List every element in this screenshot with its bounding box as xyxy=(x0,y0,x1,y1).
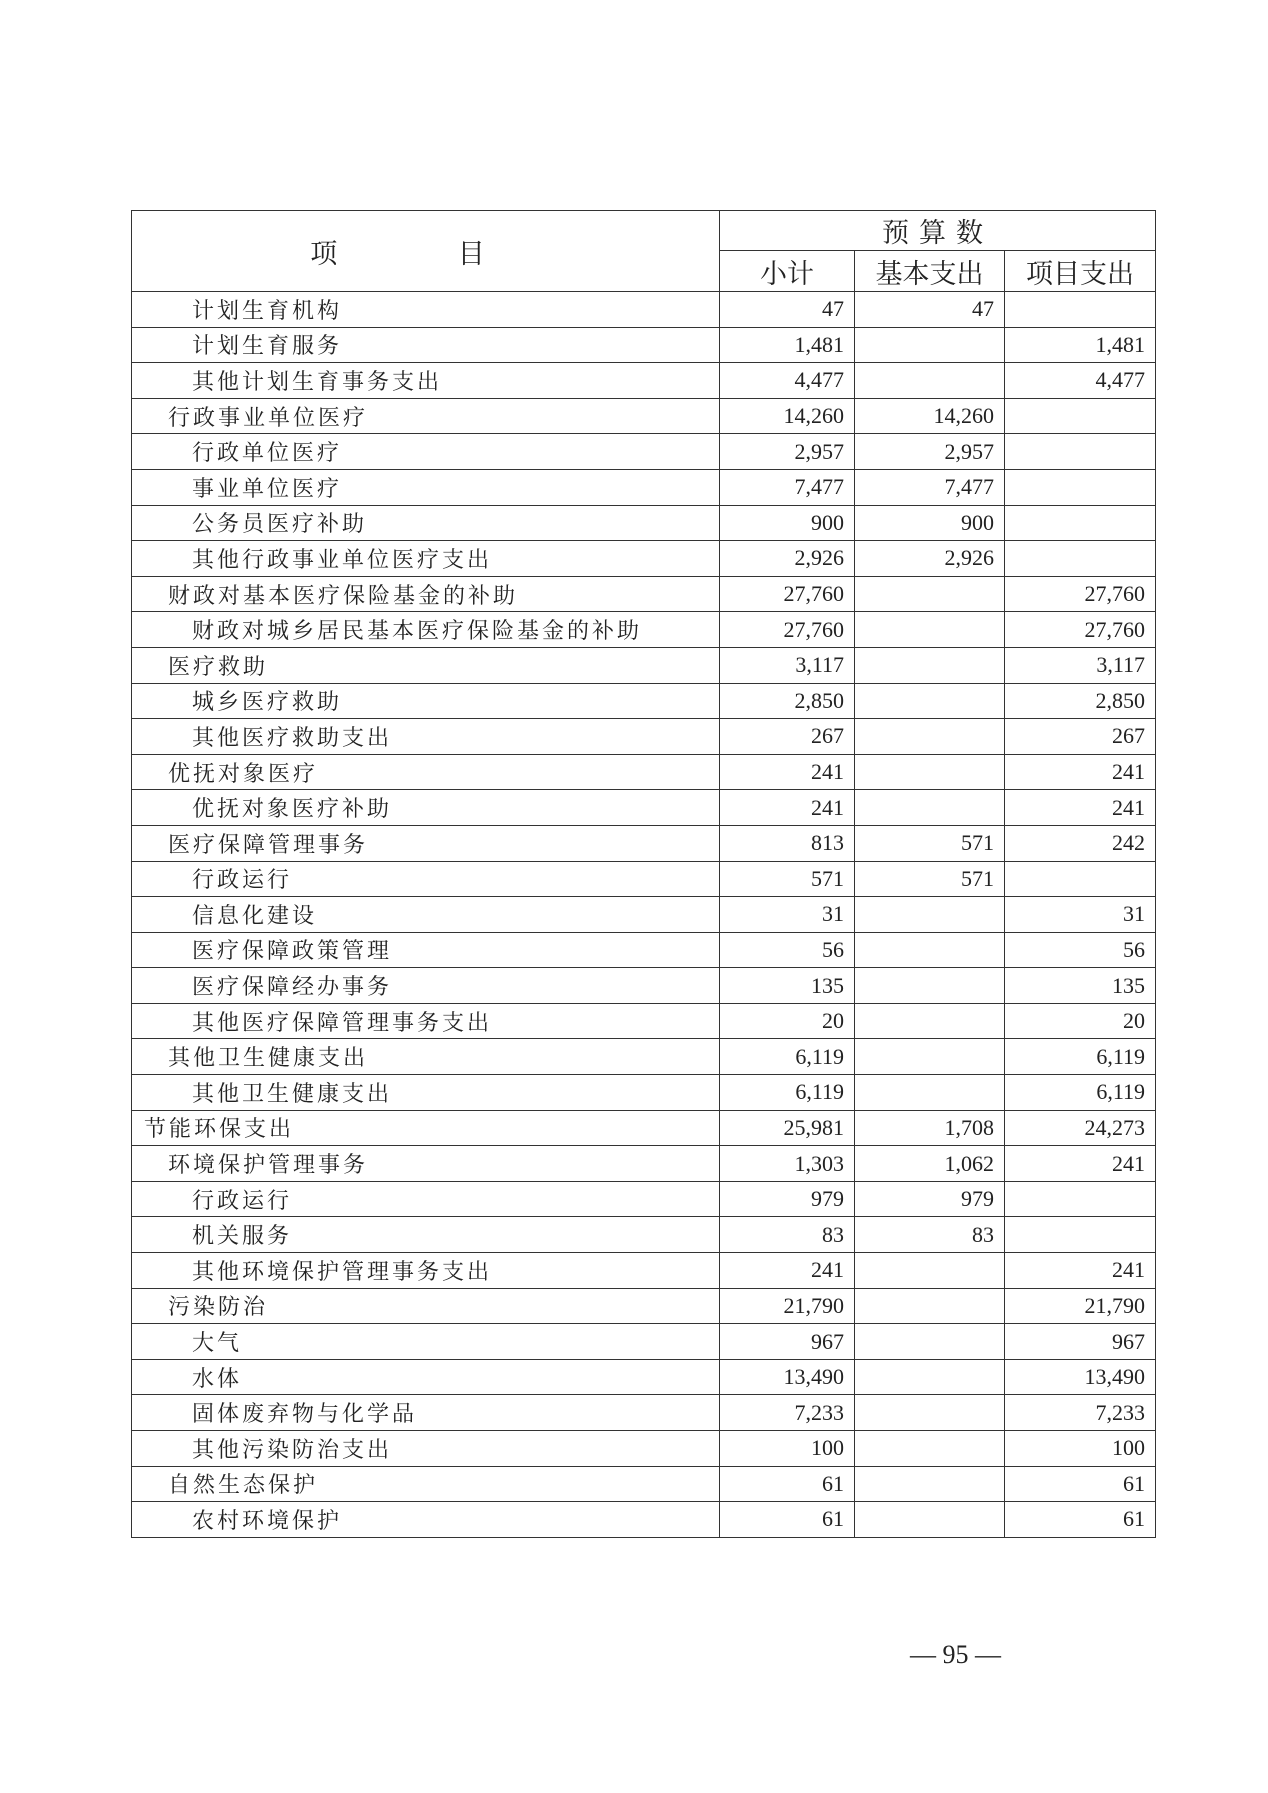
row-basic-expenditure xyxy=(855,1466,1005,1502)
row-project-expenditure: 2,850 xyxy=(1005,683,1156,719)
table-row xyxy=(132,1253,1156,1289)
row-project-expenditure xyxy=(1005,1217,1156,1253)
row-subtotal: 241 xyxy=(720,754,855,790)
row-item-name: 大气 xyxy=(132,1324,720,1360)
table-row xyxy=(132,576,1156,612)
table-row xyxy=(132,1181,1156,1217)
table-row xyxy=(132,754,1156,790)
row-item-name: 医疗保障政策管理 xyxy=(132,932,720,968)
row-basic-expenditure: 2,926 xyxy=(855,541,1005,577)
row-item-name: 优抚对象医疗补助 xyxy=(132,790,720,826)
table-row xyxy=(132,1288,1156,1324)
row-basic-expenditure xyxy=(855,1253,1005,1289)
row-subtotal: 1,481 xyxy=(720,327,855,363)
table-row xyxy=(132,434,1156,470)
row-project-expenditure: 967 xyxy=(1005,1324,1156,1360)
row-basic-expenditure: 571 xyxy=(855,861,1005,897)
row-subtotal: 1,303 xyxy=(720,1146,855,1182)
row-basic-expenditure xyxy=(855,1395,1005,1431)
row-item-name: 水体 xyxy=(132,1359,720,1395)
row-subtotal: 967 xyxy=(720,1324,855,1360)
table-row xyxy=(132,719,1156,755)
row-subtotal: 241 xyxy=(720,790,855,826)
table-row xyxy=(132,683,1156,719)
page-number: — 95 — xyxy=(910,1640,1001,1669)
row-item-name: 事业单位医疗 xyxy=(132,469,720,505)
row-item-name: 财政对基本医疗保险基金的补助 xyxy=(132,576,720,612)
row-subtotal: 47 xyxy=(720,292,855,328)
row-basic-expenditure: 900 xyxy=(855,505,1005,541)
row-basic-expenditure xyxy=(855,327,1005,363)
row-project-expenditure: 21,790 xyxy=(1005,1288,1156,1324)
table-row xyxy=(132,1003,1156,1039)
row-subtotal: 61 xyxy=(720,1502,855,1538)
row-project-expenditure: 3,117 xyxy=(1005,647,1156,683)
row-subtotal: 979 xyxy=(720,1181,855,1217)
basic-expenditure-column-header: 基本支出 xyxy=(855,251,1005,292)
table-row xyxy=(132,1359,1156,1395)
row-subtotal: 100 xyxy=(720,1431,855,1467)
row-project-expenditure: 31 xyxy=(1005,897,1156,933)
row-subtotal: 21,790 xyxy=(720,1288,855,1324)
table-body xyxy=(132,292,1156,1538)
row-subtotal: 6,119 xyxy=(720,1075,855,1111)
row-item-name: 城乡医疗救助 xyxy=(132,683,720,719)
row-subtotal: 25,981 xyxy=(720,1110,855,1146)
row-subtotal: 571 xyxy=(720,861,855,897)
row-basic-expenditure xyxy=(855,754,1005,790)
row-item-name: 其他卫生健康支出 xyxy=(132,1075,720,1111)
row-project-expenditure: 7,233 xyxy=(1005,1395,1156,1431)
project-expenditure-column-header: 项目支出 xyxy=(1005,251,1156,292)
table-row xyxy=(132,1502,1156,1538)
table-row xyxy=(132,505,1156,541)
row-project-expenditure: 20 xyxy=(1005,1003,1156,1039)
row-basic-expenditure: 1,708 xyxy=(855,1110,1005,1146)
row-item-name: 其他行政事业单位医疗支出 xyxy=(132,541,720,577)
row-project-expenditure xyxy=(1005,541,1156,577)
row-project-expenditure: 27,760 xyxy=(1005,612,1156,648)
table-row xyxy=(132,327,1156,363)
row-basic-expenditure xyxy=(855,1359,1005,1395)
row-project-expenditure: 4,477 xyxy=(1005,363,1156,399)
row-basic-expenditure xyxy=(855,683,1005,719)
row-item-name: 计划生育机构 xyxy=(132,292,720,328)
row-basic-expenditure xyxy=(855,1324,1005,1360)
row-project-expenditure: 267 xyxy=(1005,719,1156,755)
row-subtotal: 2,926 xyxy=(720,541,855,577)
row-item-name: 农村环境保护 xyxy=(132,1502,720,1538)
row-subtotal: 241 xyxy=(720,1253,855,1289)
row-project-expenditure: 241 xyxy=(1005,790,1156,826)
row-item-name: 信息化建设 xyxy=(132,897,720,933)
row-item-name: 行政运行 xyxy=(132,1181,720,1217)
row-subtotal: 31 xyxy=(720,897,855,933)
row-project-expenditure: 56 xyxy=(1005,932,1156,968)
table-row xyxy=(132,612,1156,648)
table-row xyxy=(132,1217,1156,1253)
row-subtotal: 27,760 xyxy=(720,576,855,612)
row-subtotal: 61 xyxy=(720,1466,855,1502)
table-row xyxy=(132,825,1156,861)
row-item-name: 行政事业单位医疗 xyxy=(132,398,720,434)
row-subtotal: 3,117 xyxy=(720,647,855,683)
table-row xyxy=(132,469,1156,505)
row-project-expenditure: 6,119 xyxy=(1005,1039,1156,1075)
row-basic-expenditure: 7,477 xyxy=(855,469,1005,505)
item-column-header: 项 目 xyxy=(132,211,720,292)
budget-table xyxy=(131,210,1156,1538)
row-project-expenditure: 135 xyxy=(1005,968,1156,1004)
row-project-expenditure xyxy=(1005,505,1156,541)
row-item-name: 其他医疗保障管理事务支出 xyxy=(132,1003,720,1039)
row-subtotal: 7,477 xyxy=(720,469,855,505)
row-project-expenditure xyxy=(1005,398,1156,434)
table-row xyxy=(132,790,1156,826)
row-basic-expenditure: 571 xyxy=(855,825,1005,861)
row-subtotal: 267 xyxy=(720,719,855,755)
row-subtotal: 20 xyxy=(720,1003,855,1039)
table-row xyxy=(132,1146,1156,1182)
table-row xyxy=(132,541,1156,577)
row-item-name: 其他环境保护管理事务支出 xyxy=(132,1253,720,1289)
row-subtotal: 813 xyxy=(720,825,855,861)
row-basic-expenditure xyxy=(855,1003,1005,1039)
row-subtotal: 14,260 xyxy=(720,398,855,434)
row-project-expenditure xyxy=(1005,469,1156,505)
row-basic-expenditure xyxy=(855,968,1005,1004)
table-row xyxy=(132,897,1156,933)
row-basic-expenditure xyxy=(855,1431,1005,1467)
table-row xyxy=(132,398,1156,434)
row-project-expenditure: 27,760 xyxy=(1005,576,1156,612)
table-row xyxy=(132,1395,1156,1431)
row-project-expenditure: 100 xyxy=(1005,1431,1156,1467)
row-project-expenditure: 13,490 xyxy=(1005,1359,1156,1395)
row-subtotal: 56 xyxy=(720,932,855,968)
row-subtotal: 6,119 xyxy=(720,1039,855,1075)
row-basic-expenditure xyxy=(855,1039,1005,1075)
table-row xyxy=(132,1039,1156,1075)
row-item-name: 其他污染防治支出 xyxy=(132,1431,720,1467)
row-item-name: 公务员医疗补助 xyxy=(132,505,720,541)
row-project-expenditure: 6,119 xyxy=(1005,1075,1156,1111)
row-basic-expenditure xyxy=(855,647,1005,683)
row-basic-expenditure xyxy=(855,576,1005,612)
row-subtotal: 2,957 xyxy=(720,434,855,470)
row-project-expenditure xyxy=(1005,434,1156,470)
row-basic-expenditure xyxy=(855,897,1005,933)
row-subtotal: 83 xyxy=(720,1217,855,1253)
row-basic-expenditure: 83 xyxy=(855,1217,1005,1253)
row-subtotal: 135 xyxy=(720,968,855,1004)
table-row xyxy=(132,1431,1156,1467)
row-item-name: 计划生育服务 xyxy=(132,327,720,363)
row-project-expenditure: 241 xyxy=(1005,1146,1156,1182)
row-project-expenditure: 241 xyxy=(1005,754,1156,790)
row-item-name: 财政对城乡居民基本医疗保险基金的补助 xyxy=(132,612,720,648)
table-row xyxy=(132,1075,1156,1111)
row-basic-expenditure xyxy=(855,1075,1005,1111)
table-row xyxy=(132,1110,1156,1146)
table-row xyxy=(132,292,1156,328)
table-row xyxy=(132,861,1156,897)
row-item-name: 行政运行 xyxy=(132,861,720,897)
row-subtotal: 2,850 xyxy=(720,683,855,719)
row-subtotal: 900 xyxy=(720,505,855,541)
row-item-name: 其他医疗救助支出 xyxy=(132,719,720,755)
row-project-expenditure xyxy=(1005,861,1156,897)
row-item-name: 医疗保障管理事务 xyxy=(132,825,720,861)
budget-column-header: 预算数 xyxy=(720,211,1156,251)
row-item-name: 环境保护管理事务 xyxy=(132,1146,720,1182)
row-item-name: 医疗保障经办事务 xyxy=(132,968,720,1004)
row-subtotal: 13,490 xyxy=(720,1359,855,1395)
row-item-name: 机关服务 xyxy=(132,1217,720,1253)
row-item-name: 固体废弃物与化学品 xyxy=(132,1395,720,1431)
row-basic-expenditure xyxy=(855,719,1005,755)
table-row xyxy=(132,363,1156,399)
row-item-name: 节能环保支出 xyxy=(132,1110,720,1146)
row-basic-expenditure: 47 xyxy=(855,292,1005,328)
row-item-name: 污染防治 xyxy=(132,1288,720,1324)
row-basic-expenditure: 1,062 xyxy=(855,1146,1005,1182)
table-row xyxy=(132,1466,1156,1502)
row-basic-expenditure xyxy=(855,790,1005,826)
row-project-expenditure: 61 xyxy=(1005,1466,1156,1502)
table-row xyxy=(132,932,1156,968)
row-project-expenditure: 242 xyxy=(1005,825,1156,861)
row-basic-expenditure xyxy=(855,1502,1005,1538)
row-project-expenditure: 241 xyxy=(1005,1253,1156,1289)
row-item-name: 其他计划生育事务支出 xyxy=(132,363,720,399)
row-item-name: 行政单位医疗 xyxy=(132,434,720,470)
row-project-expenditure: 1,481 xyxy=(1005,327,1156,363)
row-subtotal: 4,477 xyxy=(720,363,855,399)
row-basic-expenditure xyxy=(855,1288,1005,1324)
row-subtotal: 7,233 xyxy=(720,1395,855,1431)
row-item-name: 其他卫生健康支出 xyxy=(132,1039,720,1075)
row-item-name: 自然生态保护 xyxy=(132,1466,720,1502)
row-basic-expenditure: 2,957 xyxy=(855,434,1005,470)
table-row xyxy=(132,968,1156,1004)
row-project-expenditure xyxy=(1005,1181,1156,1217)
row-basic-expenditure xyxy=(855,363,1005,399)
row-project-expenditure: 24,273 xyxy=(1005,1110,1156,1146)
row-item-name: 优抚对象医疗 xyxy=(132,754,720,790)
table-row xyxy=(132,647,1156,683)
row-subtotal: 27,760 xyxy=(720,612,855,648)
table-row xyxy=(132,1324,1156,1360)
subtotal-column-header: 小计 xyxy=(720,251,855,292)
row-project-expenditure: 61 xyxy=(1005,1502,1156,1538)
row-item-name: 医疗救助 xyxy=(132,647,720,683)
row-basic-expenditure xyxy=(855,612,1005,648)
row-basic-expenditure: 14,260 xyxy=(855,398,1005,434)
row-basic-expenditure: 979 xyxy=(855,1181,1005,1217)
row-basic-expenditure xyxy=(855,932,1005,968)
row-project-expenditure xyxy=(1005,292,1156,328)
